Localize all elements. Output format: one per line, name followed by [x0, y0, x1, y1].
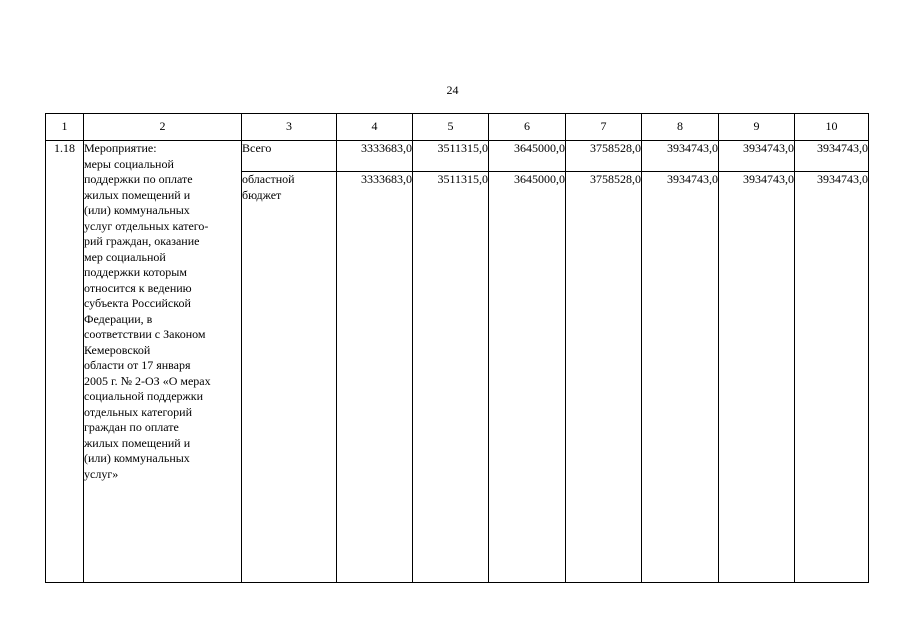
value-cell: 3645000,0	[489, 172, 566, 583]
header-cell-5: 5	[413, 114, 489, 141]
description-line: рий граждан, оказание	[84, 234, 200, 248]
item-description	[84, 141, 242, 583]
description-line: относится к ведению	[84, 280, 192, 295]
description-line: жилых помещений и	[84, 435, 191, 450]
description-line: мер социальной	[84, 249, 166, 264]
value-cell: 3934743,0	[795, 141, 869, 172]
description-line: Федерации, в	[84, 311, 153, 326]
table-row-total	[46, 141, 869, 172]
value-cell: 3934743,0	[795, 172, 869, 583]
page-number: 24	[446, 83, 459, 97]
source-line: областной	[242, 172, 295, 186]
value-cell: 3645000,0	[489, 141, 566, 172]
value-cell: 3934743,0	[642, 141, 719, 172]
item-code: 1.18	[46, 141, 84, 583]
header-cell-3: 3	[242, 114, 337, 141]
header-cell-9: 9	[719, 114, 795, 141]
description-line: отдельных категорий	[84, 404, 193, 419]
description-line: области от 17 января	[84, 358, 191, 372]
description-line: поддержки которым	[84, 265, 187, 279]
program-table	[45, 113, 869, 583]
description-line: меры социальной	[84, 156, 174, 171]
header-row	[46, 114, 869, 141]
value-cell: 3758528,0	[566, 172, 642, 583]
description-line: соответствии с Законом	[84, 327, 206, 341]
description-line: граждан по оплате	[84, 420, 179, 434]
description-line: Кемеровской	[84, 342, 151, 357]
description-line: (или) коммунальных	[84, 451, 190, 465]
value-cell: 3934743,0	[719, 172, 795, 583]
header-cell-2: 2	[84, 114, 242, 141]
header-cell-1: 1	[46, 114, 84, 141]
description-line: поддержки по оплате	[84, 172, 193, 186]
header-cell-8: 8	[642, 114, 719, 141]
value-cell: 3934743,0	[719, 141, 795, 172]
header-cell-10: 10	[795, 114, 869, 141]
description-line: услуг отдельных катего-	[84, 218, 209, 233]
value-cell: 3758528,0	[566, 141, 642, 172]
value-cell: 3511315,0	[413, 172, 489, 583]
funding-source-total: Всего	[242, 141, 337, 172]
value-cell: 3934743,0	[642, 172, 719, 583]
description-line: Мероприятие:	[84, 141, 157, 155]
description-line: жилых помещений и	[84, 187, 191, 202]
header-cell-6: 6	[489, 114, 566, 141]
description-line: субъекта Российской	[84, 296, 191, 310]
value-cell: 3333683,0	[337, 172, 413, 583]
description-line: услуг»	[84, 466, 119, 481]
source-line: бюджет	[242, 187, 282, 202]
header-cell-7: 7	[566, 114, 642, 141]
value-cell: 3333683,0	[337, 141, 413, 172]
description-line: (или) коммунальных	[84, 203, 190, 217]
header-cell-4: 4	[337, 114, 413, 141]
value-cell: 3511315,0	[413, 141, 489, 172]
description-line: 2005 г. № 2-ОЗ «О мерах	[84, 373, 211, 388]
description-line: социальной поддержки	[84, 389, 204, 403]
funding-source-regional	[242, 172, 337, 583]
